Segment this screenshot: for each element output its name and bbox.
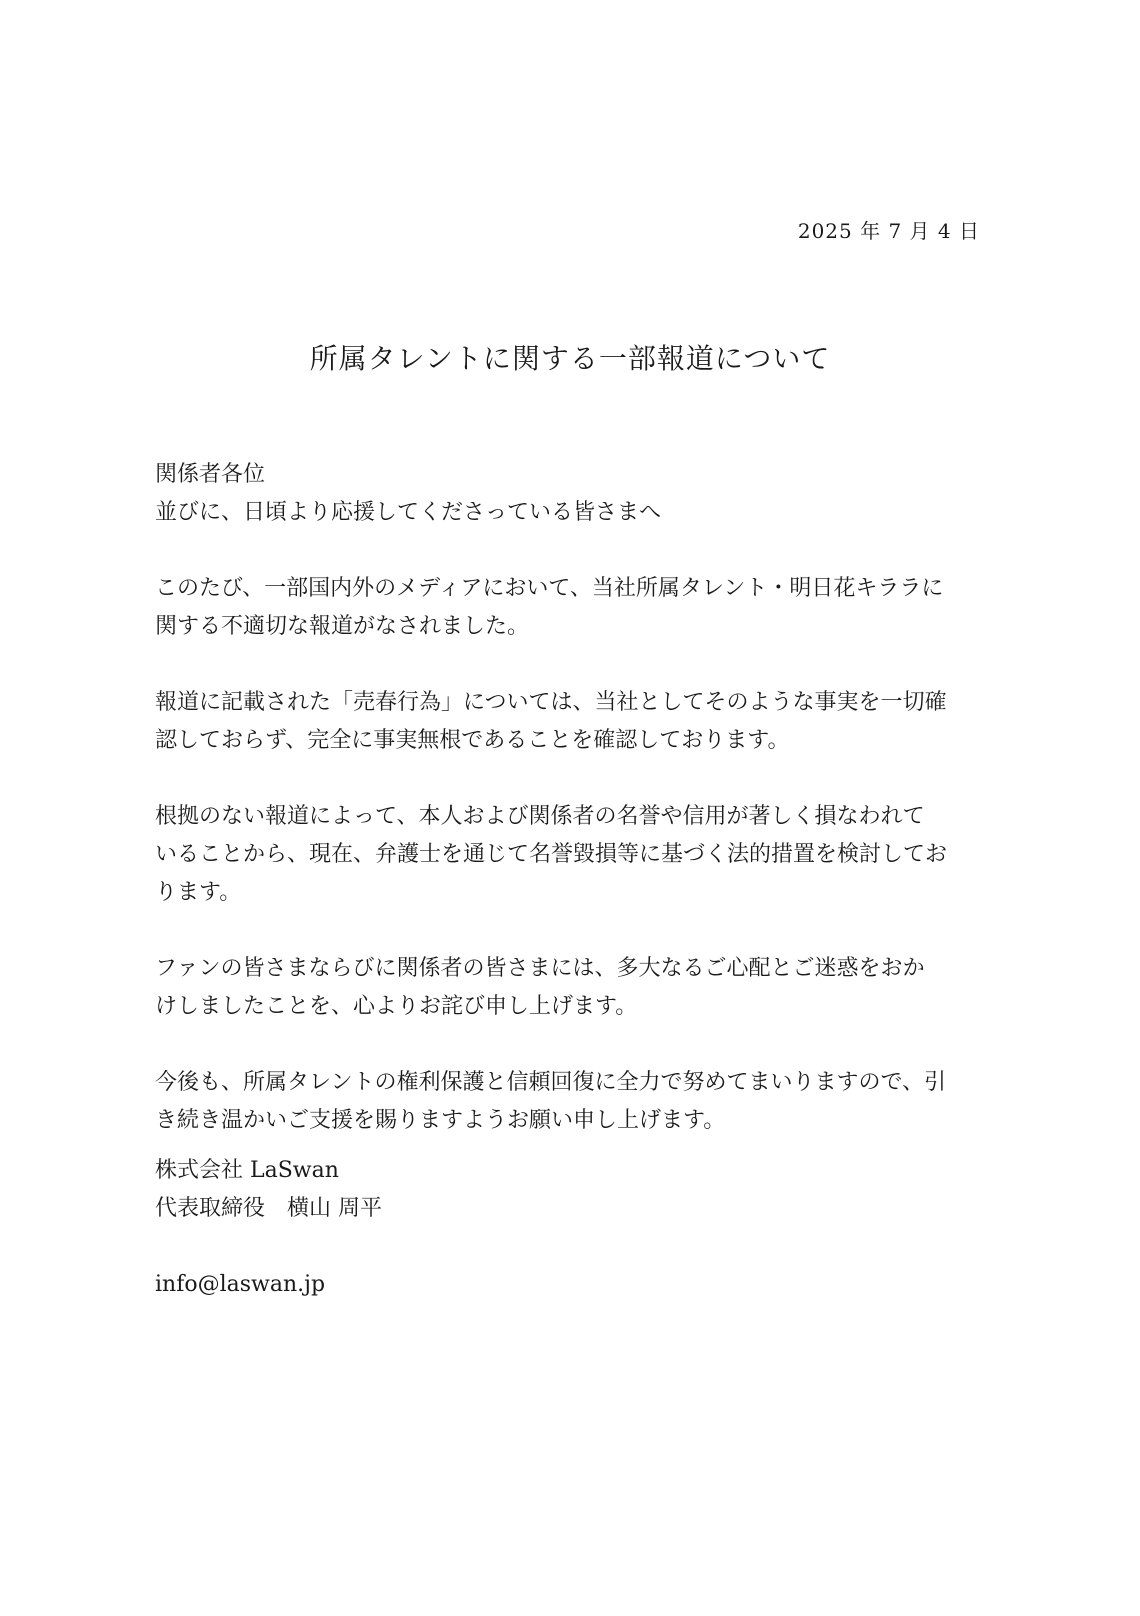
paragraph-line: 今後も、所属タレントの権利保護と信頼回復に全力で努めてまいりますので、引 — [155, 1070, 947, 1095]
salutation-line: 関係者各位 — [155, 462, 266, 487]
paragraph-line: き続き温かいご支援を賜りますようお願い申し上げます。 — [155, 1108, 726, 1133]
paragraph — [155, 684, 985, 760]
paragraph-line: 認しておらず、完全に事実無根であることを確認しております。 — [155, 728, 790, 753]
paragraph-line: ります。 — [155, 880, 242, 905]
paragraph-line: 根拠のない報道によって、本人および関係者の名誉や信用が著しく損なわれて — [155, 804, 925, 829]
representative-name: 代表取締役 横山 周平 — [155, 1196, 382, 1221]
paragraph-line: けしましたことを、心よりお詫び申し上げます。 — [155, 994, 638, 1019]
paragraph-line: 報道に記載された「売春行為」については、当社としてそのような事実を一切確 — [155, 690, 947, 715]
paragraph-line: ファンの皆さまならびに関係者の皆さまには、多大なるご心配とご迷惑をおか — [155, 956, 925, 981]
signature-block — [155, 1152, 382, 1228]
paragraph-line: 関する不適切な報道がなされました。 — [155, 614, 530, 639]
document-body — [155, 456, 985, 1178]
paragraph-line: このたび、一部国内外のメディアにおいて、当社所属タレント・明日花キララに — [155, 576, 944, 601]
contact-email: info@laswan.jp — [155, 1272, 326, 1297]
paragraph — [155, 1064, 985, 1140]
paragraph-line: いることから、現在、弁護士を通じて名誉毀損等に基づく法的措置を検討してお — [155, 842, 948, 867]
company-name: 株式会社 LaSwan — [155, 1158, 339, 1183]
salutation — [155, 456, 985, 532]
paragraph — [155, 798, 985, 912]
paragraph — [155, 950, 985, 1026]
document-title: 所属タレントに関する一部報道について — [309, 342, 831, 375]
salutation-line: 並びに、日頃より応援してくださっている皆さまへ — [155, 500, 662, 525]
document-date: 2025 年 7 月 4 日 — [797, 219, 980, 243]
paragraph — [155, 570, 985, 646]
